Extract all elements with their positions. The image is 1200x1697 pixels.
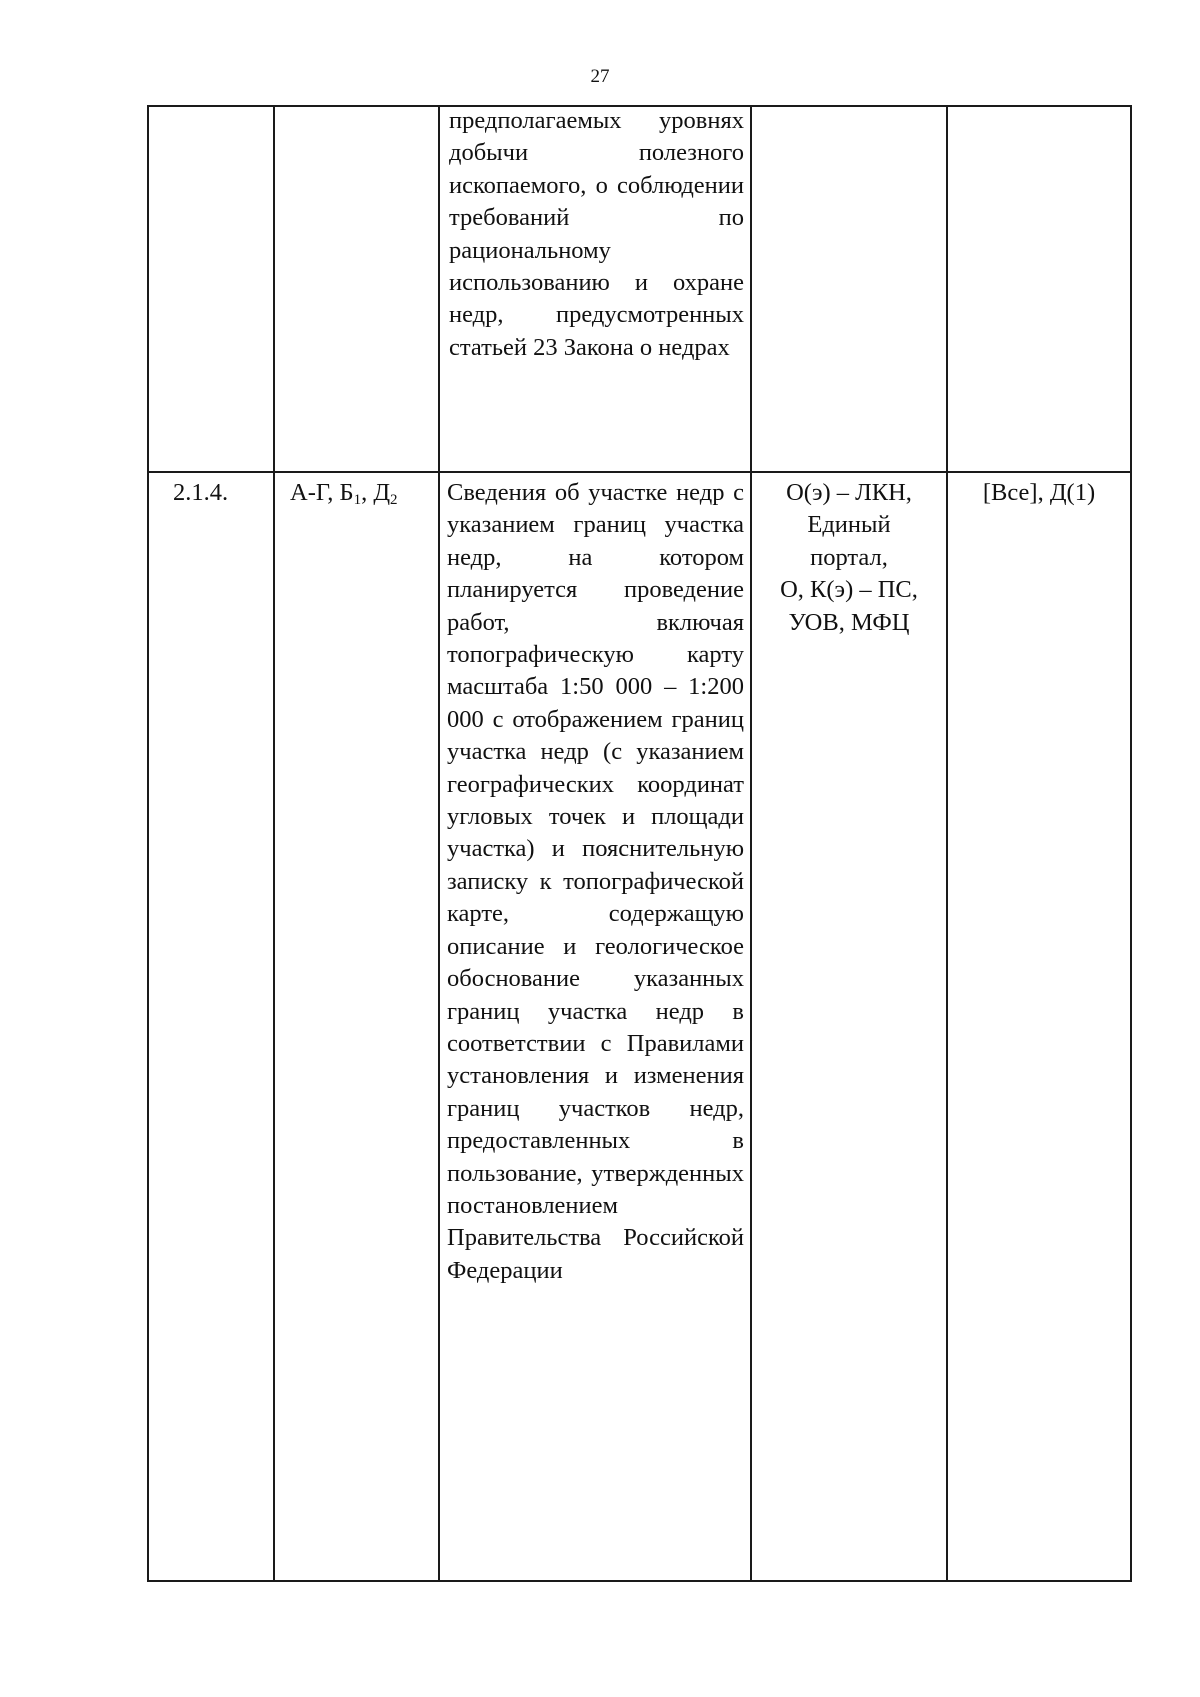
categories-text-b: , Д (361, 479, 391, 506)
channel-line: О(э) – ЛКН, (786, 479, 912, 506)
categories-subscript-1: 1 (353, 492, 362, 508)
row2-applicability: [Все], Д(1) (982, 479, 1096, 506)
categories-text-a: А-Г, Б (290, 479, 354, 506)
column-divider-4 (946, 105, 948, 1582)
channel-line: О, К(э) – ПС, (780, 576, 918, 604)
channel-line: портал, (810, 543, 888, 571)
row-divider (147, 471, 1132, 473)
table-border-left (147, 105, 149, 1582)
requirements-table (147, 105, 1132, 1582)
categories-subscript-2: 2 (390, 492, 398, 508)
column-divider-2 (438, 105, 440, 1582)
channel-line: Единый (807, 511, 891, 539)
column-divider-1 (273, 105, 275, 1582)
row2-description: Сведения об участке недр с указанием границ участка недр, на котором планируется проведение работ, включая топографическую карту масштаба 1:50 000 – 1:200 000 с отображением границ участка недр (с указанием географических координат угловых точек и площади участка) и пояснительную записку к топографической карте, содержащую описание и геологическое обоснование указанных границ участка недр в соответствии с Правилами установления и изменения границ участков недр, предоставленных в пользование, утвержденных постановлением Правительства Российской Федерации (447, 479, 744, 1284)
channel-line: УОВ, МФЦ (788, 608, 910, 636)
column-divider-3 (750, 105, 752, 1582)
row2-number: 2.1.4. (173, 479, 229, 506)
row2-categories (290, 477, 438, 516)
page-number: 27 (590, 66, 610, 87)
row2-channels (752, 477, 946, 639)
table-border-bottom (147, 1580, 1132, 1582)
row1-description: предполагаемых уровнях добычи полезного ископаемого, о соблюдении требований по рациональному использованию и охране недр, предусмотренных статьей 23 Закона о недрах (449, 107, 744, 361)
table-border-right (1130, 105, 1132, 1582)
